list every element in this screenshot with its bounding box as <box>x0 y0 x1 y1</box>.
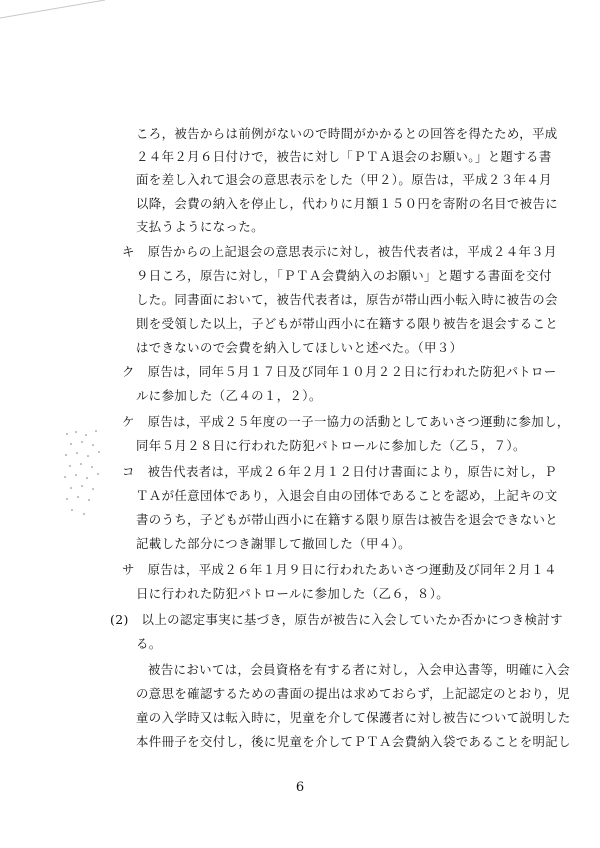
text-line: (2) 以上の認定事実に基づき，原告が被告に入会していたか否かにつき検討す <box>110 612 563 627</box>
text-line: の意思を確認するための書面の提出は求めておらず，上記認定のとおり，児 <box>136 686 570 701</box>
text-line: ２４年２月６日付けで，被告に対し「ＰＴＡ退会のお願い。」と題する書 <box>136 149 552 164</box>
text-line: 本件冊子を交付し，後に児童を介してＰＴＡ会費納入袋であることを明記し <box>136 734 571 749</box>
text-line: ９日ころ，原告に対し，「ＰＴＡ会費納入のお願い」と題する書面を交付 <box>136 268 552 283</box>
text-line: した。同書面において，被告代表者は，原告が帯山西小転入時に被告の会 <box>136 292 558 307</box>
scan-corner-mark <box>0 0 110 30</box>
text-line: 則を受領した以上，子どもが帯山西小に在籍する限り被告を退会すること <box>136 316 559 331</box>
text-line: 面を差し入れて退会の意思表示をした（甲２）。原告は，平成２３年４月 <box>136 172 552 187</box>
text-line: 記載した部分につき謝罪して撤回した（甲４）。 <box>136 536 411 551</box>
text-line: 同年５月２８日に行われた防犯パトロールに参加した（乙５，７）。 <box>136 438 526 453</box>
page-number: 6 <box>295 780 305 795</box>
text-line: ケ 原告は，平成２５年度の一子一協力の活動としてあいさつ運動に参加し， <box>122 414 570 429</box>
text-line: はできないので会費を納入してほしいと述べた。（甲３） <box>136 340 463 355</box>
text-line: 日に行われた防犯パトロールに参加した（乙６，８）。 <box>136 586 450 601</box>
text-line: ルに参加した（乙４の１，２）。 <box>136 388 322 403</box>
text-line: コ 被告代表者は，平成２６年２月１２日付け書面により，原告に対し，Ｐ <box>122 464 557 479</box>
text-line: 被告においては，会員資格を有する者に対し，入会申込書等，明確に入会 <box>148 662 571 677</box>
text-line: る。 <box>136 636 162 651</box>
text-line: 書のうち，子どもが帯山西小に在籍する限り原告は被告を退会できないと <box>136 512 559 527</box>
text-line: ころ，被告からは前例がないので時間がかかるとの回答を得たため，平成 <box>136 126 558 141</box>
text-line: キ 原告からの上記退会の意思表示に対し，被告代表者は，平成２４年３月 <box>122 244 557 259</box>
text-line: 以降，会費の納入を停止し，代わりに月額１５０円を寄附の名目で被告に <box>136 196 559 211</box>
text-line: 童の入学時又は転入時に，児童を介して保護者に対し被告について説明した <box>136 710 571 725</box>
text-line: サ 原告は，平成２６年１月９日に行われたあいさつ運動及び同年２月１４ <box>122 562 557 577</box>
text-line: 支払うようになった。 <box>136 219 264 234</box>
text-line: ＴＡが任意団体であり，入退会自由の団体であることを認め，上記キの文 <box>136 488 558 503</box>
text-line: ク 原告は，同年５月１７日及び同年１０月２２日に行われた防犯パトロー <box>122 364 557 379</box>
hole-punch-dots <box>62 428 112 520</box>
